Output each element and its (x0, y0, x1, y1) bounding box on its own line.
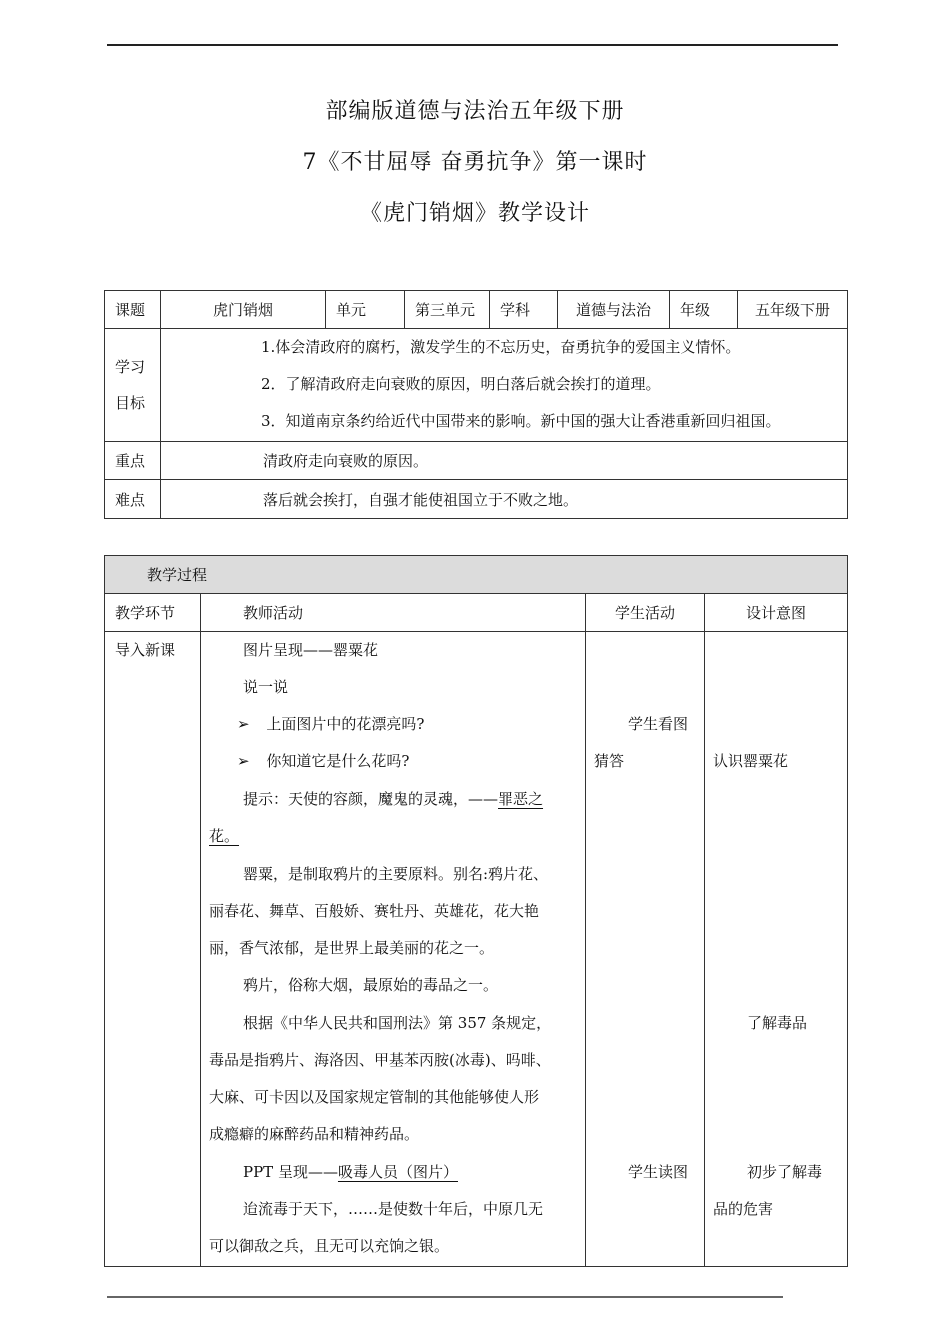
opium-line: 鸦片，俗称大烟，最原始的毒品之一。 (243, 976, 499, 994)
col-intent: 设计意图 (705, 594, 848, 632)
doc-title-1: 部编版道德与法治五年级下册 (325, 99, 625, 124)
top-rule (107, 44, 838, 46)
label-topic: 课题 (105, 291, 161, 329)
col-stage: 教学环节 (105, 594, 201, 632)
quote-line-1: 迨流毒于天下，……是使数十年后，中原几无 (243, 1200, 544, 1218)
ppt-line (243, 1154, 458, 1191)
lesson-info-table (104, 290, 848, 519)
goal-item-2: 2．了解清政府走向衰败的原因，明白落后就会挨打的道理。 (261, 375, 661, 393)
label-grade: 年级 (670, 291, 738, 329)
ppt-text: PPT 呈现—— (243, 1163, 338, 1181)
law-para-line-3: 大麻、可卡因以及国家规定管制的其他能够使人形 (209, 1088, 540, 1106)
question-2 (237, 743, 409, 780)
bottom-rule (107, 1296, 783, 1298)
design-intent-cell (705, 632, 848, 1267)
label-unit: 单元 (326, 291, 405, 329)
teacher-line-image: 图片呈现——罂粟花 (243, 641, 379, 659)
doc-title-3: 《虎门销烟》教学设计 (359, 201, 590, 226)
col-student: 学生活动 (586, 594, 705, 632)
law-para-line-2: 毒品是指鸦片、海洛因、甲基苯丙胺(冰毒)、吗啡、 (209, 1051, 551, 1069)
student-activity-cell (586, 632, 705, 1267)
label-difficulty: 难点 (105, 480, 161, 519)
student-activity-2: 学生读图 (628, 1163, 689, 1181)
poppy-para-line-3: 丽，香气浓郁，是世界上最美丽的花之一。 (209, 939, 495, 957)
value-unit: 第三单元 (405, 291, 490, 329)
question-2-text: 你知道它是什么花吗? (266, 752, 410, 770)
intent-1: 认识罂粟花 (713, 752, 789, 770)
intent-3b: 品的危害 (713, 1200, 774, 1218)
hint-underlined-2: 花。 (209, 827, 240, 845)
law-para-line-1: 根据《中华人民共和国刑法》第 357 条规定， (243, 1014, 552, 1032)
bullet-arrow-icon: ➢ (237, 715, 250, 733)
goal-item-1: 1.体会清政府的腐朽，激发学生的不忘历史，奋勇抗争的爱国主义情怀。 (261, 338, 741, 356)
goals-label-line-1: 学习 (115, 358, 146, 376)
label-key-point: 重点 (105, 442, 161, 480)
stage-label: 导入新课 (115, 641, 176, 659)
value-grade: 五年级下册 (738, 291, 848, 329)
intent-3a: 初步了解毒 (747, 1163, 823, 1181)
doc-title-2: 7《不甘屈辱 奋勇抗争》第一课时 (302, 150, 648, 175)
stage-cell (105, 632, 201, 1267)
value-subject: 道德与法治 (558, 291, 670, 329)
teaching-process-table (104, 555, 848, 1267)
col-teacher: 教师活动 (201, 594, 586, 632)
quote-line-2: 可以御敌之兵，且无可以充饷之银。 (209, 1237, 450, 1255)
law-para-line-4: 成瘾癖的麻醉药品和精神药品。 (209, 1125, 420, 1143)
question-1-text: 上面图片中的花漂亮吗? (266, 715, 425, 733)
label-subject: 学科 (490, 291, 558, 329)
question-1 (237, 706, 424, 743)
ppt-underlined: 吸毒人员（图片） (337, 1163, 458, 1181)
goal-item-3: 3．知道南京条约给近代中国带来的影响。新中国的强大让香港重新回归祖国。 (261, 412, 781, 430)
difficulty-text: 落后就会挨打，自强才能使祖国立于不败之地。 (161, 480, 848, 519)
label-goals (105, 329, 161, 442)
poppy-para-line-2: 丽春花、舞草、百般娇、赛牡丹、英雄花，花大艳 (209, 902, 540, 920)
bullet-arrow-icon: ➢ (237, 752, 250, 770)
goals-label-line-2: 目标 (115, 394, 146, 412)
student-activity-1a: 学生看图 (628, 715, 689, 733)
goals-cell (161, 329, 848, 442)
teacher-activity-cell (201, 632, 586, 1267)
value-topic: 虎门销烟 (161, 291, 326, 329)
student-activity-1b: 猜答 (594, 752, 625, 770)
key-point-text: 清政府走向衰败的原因。 (161, 442, 848, 480)
hint-underlined-1: 罪恶之 (498, 790, 544, 808)
poppy-para-line-1: 罂粟，是制取鸦片的主要原料。别名:鸦片花、 (243, 865, 549, 883)
teacher-line-talk: 说一说 (243, 678, 289, 696)
hint-line (243, 781, 543, 818)
hint-text: 提示：天使的容颜，魔鬼的灵魂，—— (243, 790, 499, 808)
process-header: 教学过程 (105, 556, 848, 594)
intent-2: 了解毒品 (747, 1014, 808, 1032)
